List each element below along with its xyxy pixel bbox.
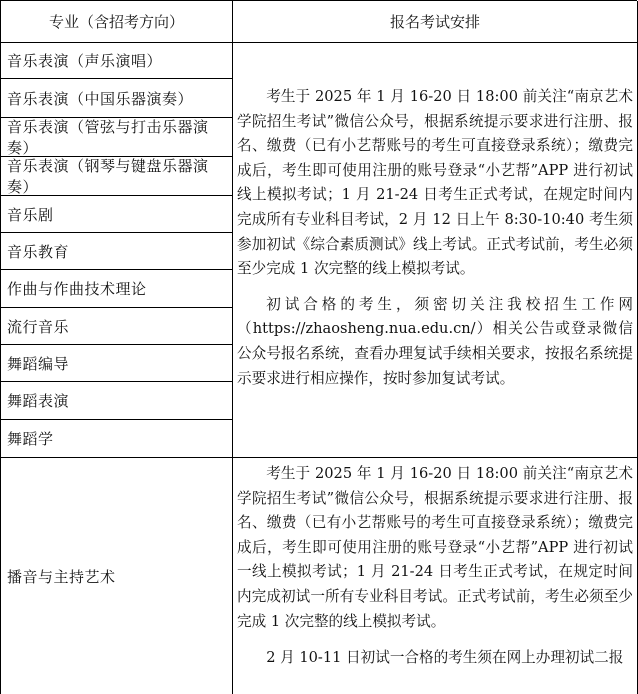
major-cell: 舞蹈编导 (1, 345, 232, 382)
major-cell: 作曲与作曲技术理论 (1, 270, 232, 308)
schedule-text-group2 (237, 462, 633, 671)
major-cell: 音乐剧 (1, 196, 232, 233)
column-divider (232, 42, 233, 694)
major-cell: 音乐表演（钢琴与键盘乐器演奏） (1, 157, 232, 196)
major-cell: 流行音乐 (1, 308, 232, 345)
header-schedule: 报名考试安排 (233, 1, 638, 42)
major-cell: 音乐表演（声乐演唱） (1, 42, 232, 79)
header-major: 专业（含招考方向） (1, 1, 233, 42)
major-cell: 舞蹈学 (7, 430, 54, 448)
major-cell: 音乐教育 (1, 233, 232, 270)
major-cell: 音乐表演（中国乐器演奏） (1, 79, 232, 118)
schedule-paragraph: 考生于 2025 年 1 月 16-20 日 18:00 前关注“南京艺术学院招生考试”微信公众号，根据系统提示要求进行注册、报名、缴费（已有小艺帮账号的考生可直接登录系统）；缴费完成后，考生即可使用注册的账号登录“小艺帮”APP 进行初试一线上模拟考试；1 月 21-24 日考生正式考试，在规定时间内完成初试一所有专业科目考试。正式考试前，考生必须至少完成 1 次完整的线上模拟考试。 (237, 465, 633, 630)
schedule-paragraph: 考生于 2025 年 1 月 16-20 日 18:00 前关注“南京艺术学院招生考试”微信公众号，根据系统提示要求进行注册、报名、缴费（已有小艺帮账号的考生可直接登录系统）；缴费完成后，考生即可使用注册的账号登录“小艺帮”APP 进行初试线上模拟考试；1 月 21-24 日考生正式考试，在规定时间内完成所有专业科目考试，2 月 12 日上午 8:30-10:40 考生须参加初试《综合素质测试》线上考试。正式考试前，考生必须至少完成 1 次完整的线上模拟考试。 (237, 88, 633, 278)
major-cell: 音乐表演（管弦与打击乐器演奏） (1, 118, 232, 157)
table-header-row (1, 1, 637, 43)
major-cell: 播音与主持艺术 (7, 567, 116, 586)
schedule-paragraph: 2 月 10-11 日初试一合格的考生须在网上办理初试二报 (266, 649, 624, 667)
major-cell: 舞蹈表演 (1, 382, 232, 420)
schedule-text-group1 (237, 85, 633, 391)
schedule-paragraph: 初试合格的考生，须密切关注我校招生工作网（https://zhaosheng.nua.edu.cn/）相关公告或登录微信公众号报名系统，查看办理复试手续相关要求，按报名系统提示要求进行相应操作，按时参加复试考试。 (237, 295, 633, 387)
